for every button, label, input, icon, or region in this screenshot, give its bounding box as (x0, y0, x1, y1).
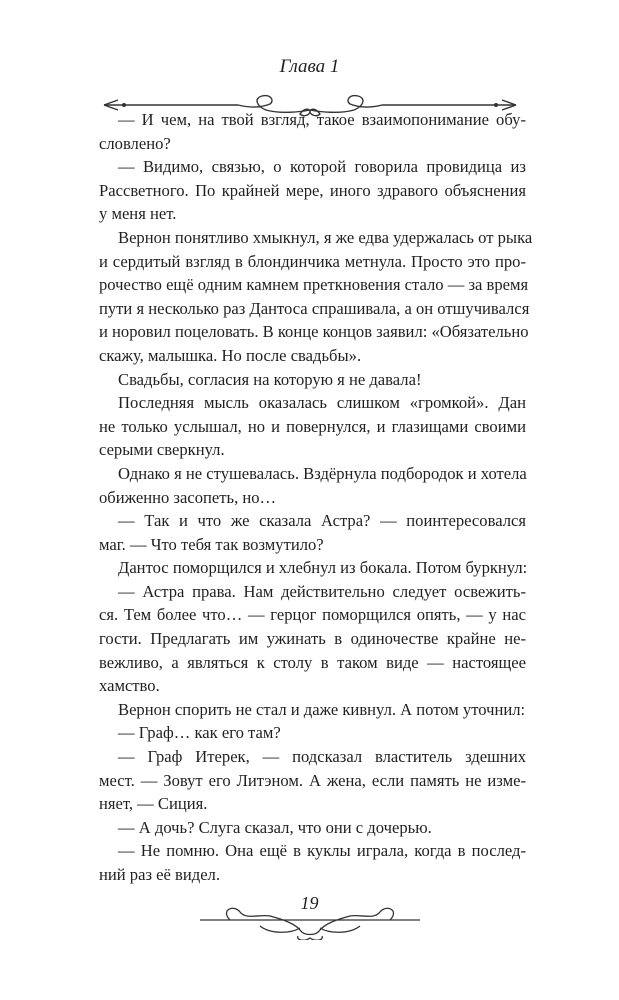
text-line: Вернон спорить не стал и даже кивнул. А потом уточнил: (118, 699, 526, 719)
paragraph (99, 816, 526, 840)
text-line: Вернон понятливо хмыкнул, я же едва удержалась от рыка (118, 227, 533, 247)
text-line: Однако я не стушевалась. Вздёрнула подбородок и хотела (118, 463, 527, 483)
paragraph (99, 155, 526, 226)
footer-ornament-icon (200, 900, 420, 940)
text-line: словлено? (99, 133, 171, 153)
text-line: не только услышал, но и повернулся, и глазищами своими (99, 416, 526, 436)
text-line: серыми сверкнул. (99, 440, 225, 460)
chapter-header: Глава 1 (279, 56, 340, 77)
text-line: у меня нет. (99, 204, 177, 224)
paragraph (99, 226, 533, 368)
text-line: хамство. (99, 676, 160, 696)
paragraph (99, 462, 526, 509)
text-line: маг. — Что тебя так возмутило? (99, 534, 324, 554)
text-line: и сердитый взгляд в блондинчика метнула. Просто это про- (99, 251, 526, 271)
text-line: — Так и что же сказала Астра? — поинтересовался (118, 511, 526, 531)
text-line: — Астра права. Нам действительно следует освежить- (118, 581, 526, 601)
text-line: ся. Тем более что… — герцог поморщился опять, — у нас (99, 605, 526, 625)
text-line: ний раз её видел. (99, 865, 220, 884)
text-line: — Не помню. Она ещё в куклы играла, когда в послед- (118, 841, 526, 861)
paragraph (99, 698, 526, 722)
page-number: 19 (300, 893, 319, 913)
text-line: — Видимо, связью, о которой говорила провидица из (118, 157, 526, 177)
text-line: няет, — Сиция. (99, 794, 208, 814)
text-line: — И чем, на твой взгляд, такое взаимопонимание обу- (118, 110, 526, 129)
text-line: обиженно засопеть, но… (99, 487, 277, 507)
text-line: Дантос поморщился и хлебнул из бокала. Потом буркнул: (118, 558, 528, 578)
paragraph (99, 368, 526, 392)
paragraph (99, 580, 526, 698)
text-line: вежливо, а являться к столу в таком виде — настоящее (99, 652, 526, 672)
text-line: Последняя мысль оказалась слишком «громкой». Дан (118, 393, 526, 413)
text-line: — Граф Итерек, — подсказал властитель здешних (118, 747, 526, 767)
text-line: Рассветного. По крайней мере, иного здравого объяснения (99, 180, 526, 200)
paragraph (99, 745, 526, 816)
paragraph (99, 108, 526, 155)
text-line: Свадьбы, согласия на которую я не давала! (118, 369, 422, 389)
text-line: рочество ещё одним камнем преткновения стало — за время (99, 275, 529, 295)
text-line: гости. Предлагать им ужинать в одиночестве крайне не- (99, 629, 526, 649)
paragraph (99, 839, 526, 886)
text-line: и норовил поцеловать. В конце концов заявил: «Обязательно (99, 322, 529, 342)
paragraph (99, 721, 526, 745)
paragraph (99, 509, 526, 556)
paragraph (99, 391, 526, 462)
text-line: мест. — Зовут его Литэном. А жена, если память не изме- (99, 770, 526, 790)
text-line: пути я несколько раз Дантоса спрашивала, а он отшучивался (99, 298, 530, 318)
text-line: — А дочь? Слуга сказал, что они с дочерью. (118, 817, 432, 837)
body-text (99, 108, 533, 887)
text-line: — Граф… как его там? (118, 723, 281, 743)
text-line: скажу, малышка. Но после свадьбы». (99, 345, 362, 365)
paragraph (99, 556, 526, 580)
